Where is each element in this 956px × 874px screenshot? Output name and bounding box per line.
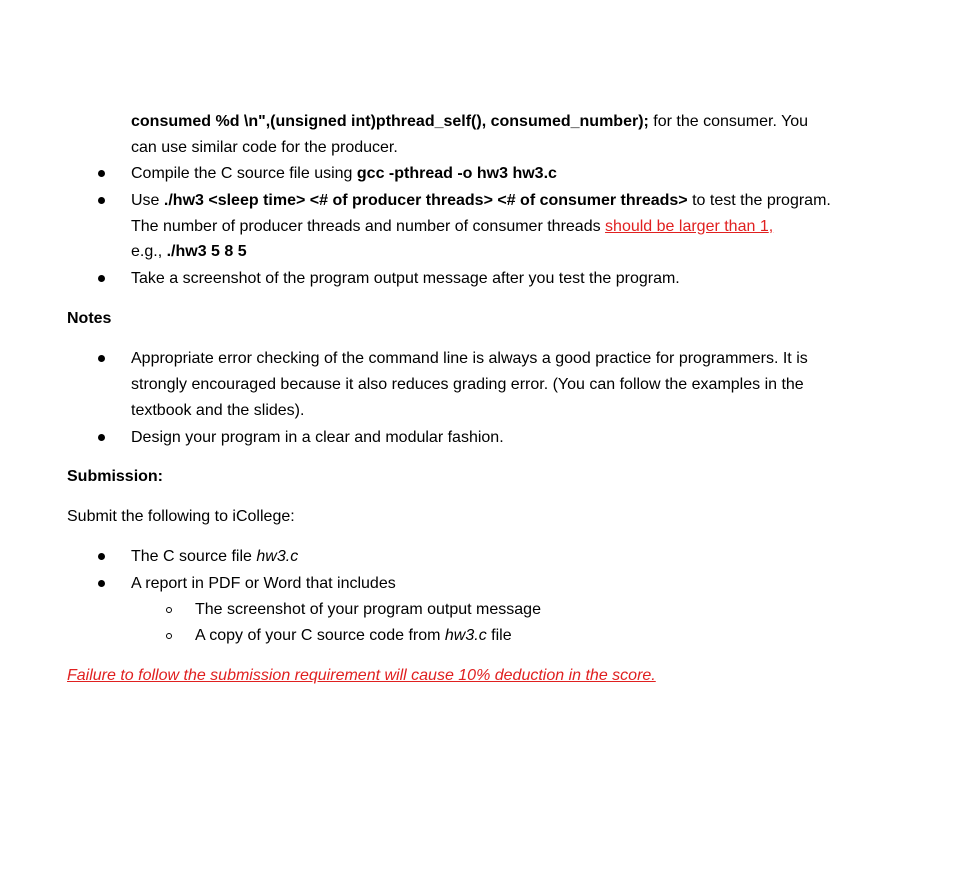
screenshot-step: Take a screenshot of the program output message after you test the program. — [131, 270, 680, 287]
example-line — [131, 242, 247, 262]
submission-sub-1: The screenshot of your program output message — [195, 601, 541, 618]
circle-bullet-icon — [166, 633, 172, 639]
compile-text: Compile the C source file using — [131, 165, 357, 182]
note-2: Design your program in a clear and modular fashion. — [131, 429, 504, 446]
intro-code: consumed %d \n",(unsigned int)pthread_self(), consumed_number); — [131, 113, 649, 130]
circle-bullet-icon — [166, 607, 172, 613]
number-requirement — [131, 217, 773, 237]
sub-2-text: A copy of your C source code from — [195, 627, 445, 644]
use-command: ./hw3 <sleep time> <# of producer threads> <# of consumer threads> — [163, 192, 688, 209]
item-1-file: hw3.c — [256, 548, 299, 565]
use-tail: to test the program. — [687, 192, 831, 209]
note-1-line-2: strongly encouraged because it also reduces grading error. (You can follow the examples in the — [131, 376, 804, 393]
example-text: e.g., — [131, 243, 167, 260]
use-text: Use — [131, 192, 164, 209]
bullet-icon — [98, 197, 105, 204]
compile-command: gcc -pthread -o hw3 hw3.c — [356, 165, 557, 182]
intro-text: for the consumer. You — [648, 113, 809, 130]
sub-2-tail: file — [486, 627, 512, 644]
number-text: The number of producer threads and number of consumer threads — [131, 218, 606, 235]
sub-2-file: hw3.c — [444, 627, 487, 644]
bullet-icon — [98, 170, 105, 177]
submission-item-1 — [131, 547, 298, 567]
bullet-icon — [98, 434, 105, 441]
notes-heading: Notes — [67, 310, 112, 327]
submission-heading: Submission: — [67, 468, 164, 485]
bullet-icon — [98, 275, 105, 282]
bullet-icon — [98, 580, 105, 587]
bullet-icon — [98, 355, 105, 362]
note-1-line-1: Appropriate error checking of the command line is always a good practice for programmers. It is — [131, 350, 808, 367]
submission-sub-2 — [195, 626, 512, 646]
number-red-text: should be larger than 1 — [605, 218, 769, 235]
use-step — [131, 191, 831, 211]
intro-line-2: can use similar code for the producer. — [131, 139, 398, 156]
bullet-icon — [98, 553, 105, 560]
intro-line-1 — [131, 112, 808, 132]
compile-step — [131, 164, 557, 184]
submission-item-2: A report in PDF or Word that includes — [131, 575, 396, 592]
item-1-text: The C source file — [131, 548, 257, 565]
example-command: ./hw3 5 8 5 — [166, 243, 247, 260]
submission-intro: Submit the following to iCollege: — [67, 508, 295, 525]
submission-warning: Failure to follow the submission requirement will cause 10% deduction in the score. — [67, 667, 656, 684]
number-comma: , — [768, 218, 774, 235]
note-1-line-3: textbook and the slides). — [131, 402, 305, 419]
